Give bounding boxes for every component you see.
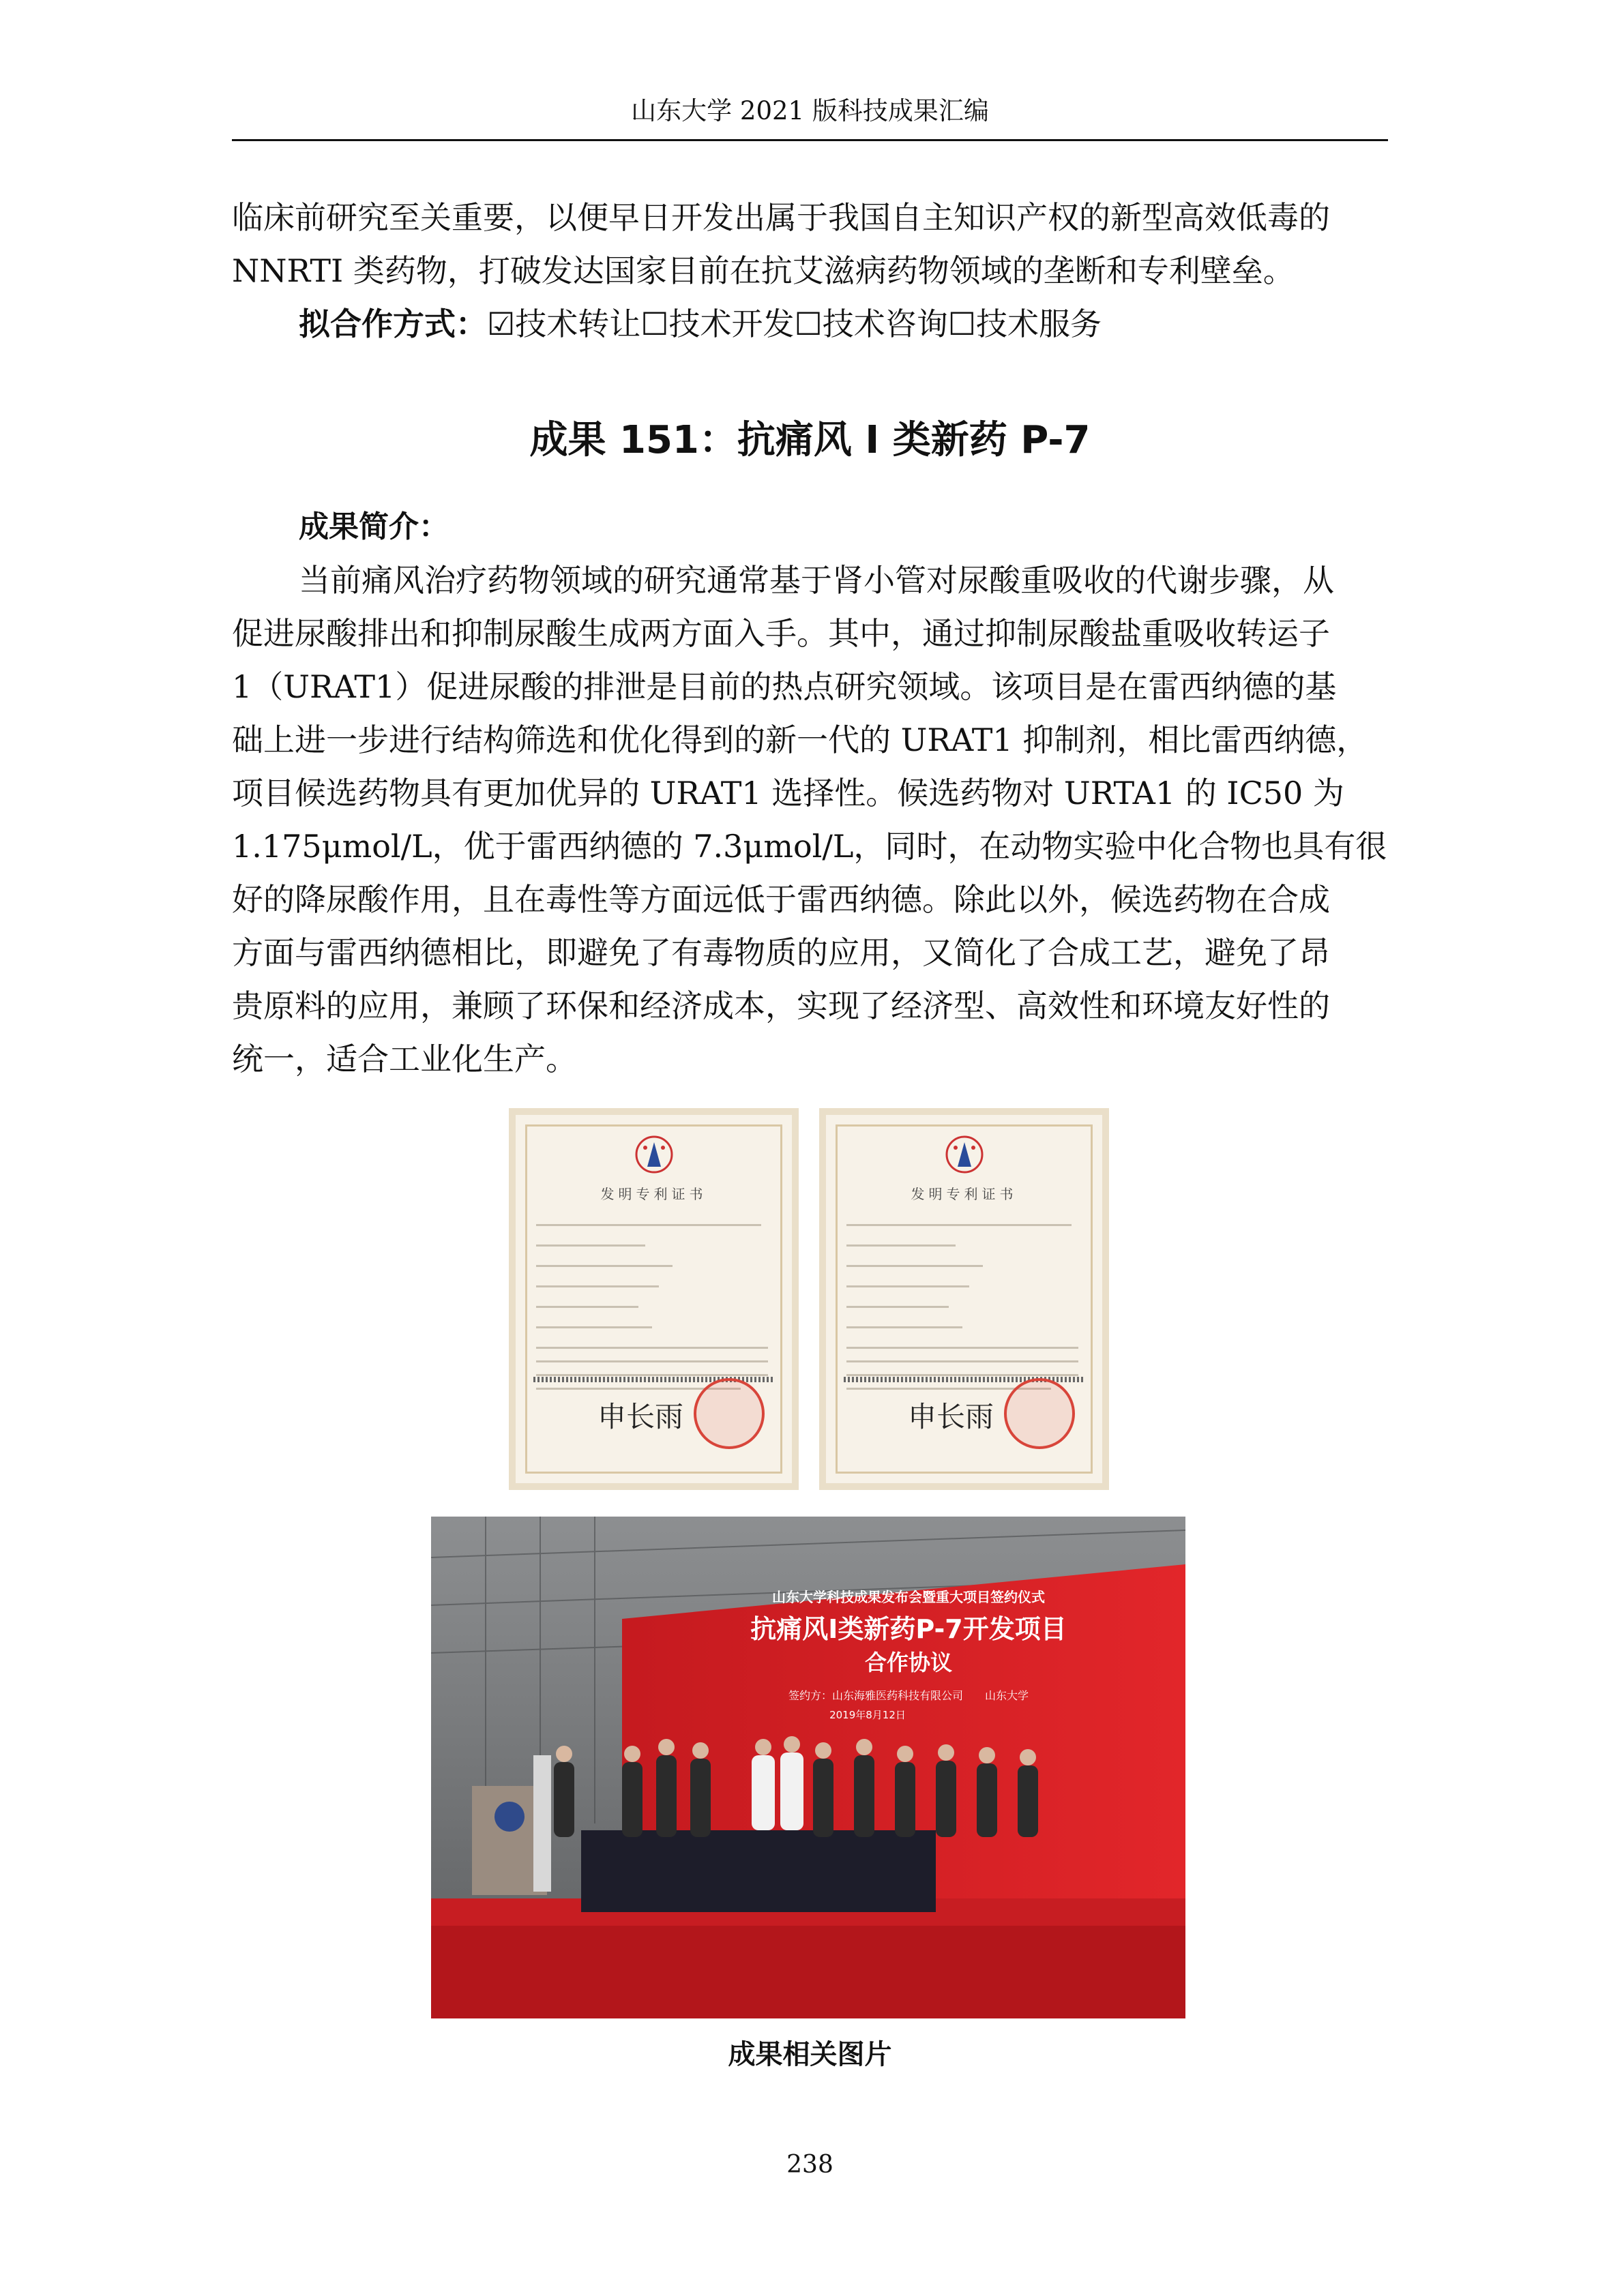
intro-label: 成果简介： <box>299 509 449 544</box>
text-line: 贵原料的应用，兼顾了环保和经济成本，实现了经济型、高效性和环境友好性的 <box>232 987 1330 1024</box>
text-line: 当前痛风治疗药物领域的研究通常基于肾小管对尿酸重吸收的代谢步骤，从 <box>299 562 1334 599</box>
banner-line4: 签约方：山东海雅医药科技有限公司 山东大学 <box>788 1689 1029 1702</box>
text-line: 临床前研究至关重要，以便早日开发出属于我国自主知识产权的新型高效低毒的 <box>232 199 1330 236</box>
figure-caption: 成果相关图片 <box>728 2039 892 2070</box>
text-line: 方面与雷西纳德相比，即避免了有毒物质的应用，又简化了合成工艺，避免了昂 <box>232 934 1330 971</box>
cooperation-line <box>299 297 1102 351</box>
official-seal-icon <box>1004 1378 1075 1449</box>
signing-ceremony-photo <box>431 1517 1185 2018</box>
ceremony-scene-illustration <box>431 1517 1185 2018</box>
patent-certificate-image <box>819 1108 1109 1490</box>
text-line: 好的降尿酸作用，且在毒性等方面远低于雷西纳德。除此以外，候选药物在合成 <box>232 881 1330 918</box>
certificate-title: 发明专利证书 <box>911 1186 1018 1202</box>
page-number: 238 <box>786 2151 833 2179</box>
cooperation-label: 拟合作方式： <box>299 305 487 342</box>
section-title: 成果 151：抗痛风 I 类新药 P-7 <box>529 418 1091 462</box>
banner-date: 2019年8月12日 <box>829 1709 906 1721</box>
banner-line2: 抗痛风I类新药P-7开发项目 <box>750 1614 1067 1644</box>
patent-office-logo-icon <box>941 1134 988 1175</box>
text-line: 统一，适合工业化生产。 <box>232 1041 577 1077</box>
paragraph-continued <box>232 191 1388 297</box>
patent-office-logo-icon <box>630 1134 678 1175</box>
text-line: 1.175μmol/L，优于雷西纳德的 7.3μmol/L，同时，在动物实验中化合物也具有很 <box>232 828 1387 865</box>
text-line: 1（URAT1）促进尿酸的排泄是目前的热点研究领域。该项目是在雷西纳德的基 <box>232 668 1337 705</box>
official-seal-icon <box>694 1378 765 1449</box>
banner-line1: 山东大学科技成果发布会暨重大项目签约仪式 <box>772 1589 1045 1605</box>
text-line: 项目候选药物具有更加优异的 URAT1 选择性。候选药物对 URTA1 的 IC50 为 <box>232 775 1344 811</box>
text-line: 础上进一步进行结构筛选和优化得到的新一代的 URAT1 抑制剂，相比雷西纳德， <box>232 721 1368 758</box>
certificate-title: 发明专利证书 <box>600 1186 707 1202</box>
signature: 申长雨 <box>597 1400 684 1433</box>
page-header: 山东大学 2021 版科技成果汇编 <box>631 96 989 125</box>
signature: 申长雨 <box>908 1400 994 1433</box>
banner-line3: 合作协议 <box>864 1650 953 1675</box>
header-rule <box>232 139 1388 141</box>
text-line: 促进尿酸排出和抑制尿酸生成两方面入手。其中，通过抑制尿酸盐重吸收转运子 <box>232 615 1330 652</box>
patent-certificate-image <box>509 1108 799 1490</box>
text-line: NNRTI 类药物，打破发达国家目前在抗艾滋病药物领域的垄断和专利壁垒。 <box>232 252 1295 289</box>
intro-paragraph <box>232 554 1388 1086</box>
cooperation-options: ☑技术转让☐技术开发☐技术咨询☐技术服务 <box>487 305 1102 342</box>
